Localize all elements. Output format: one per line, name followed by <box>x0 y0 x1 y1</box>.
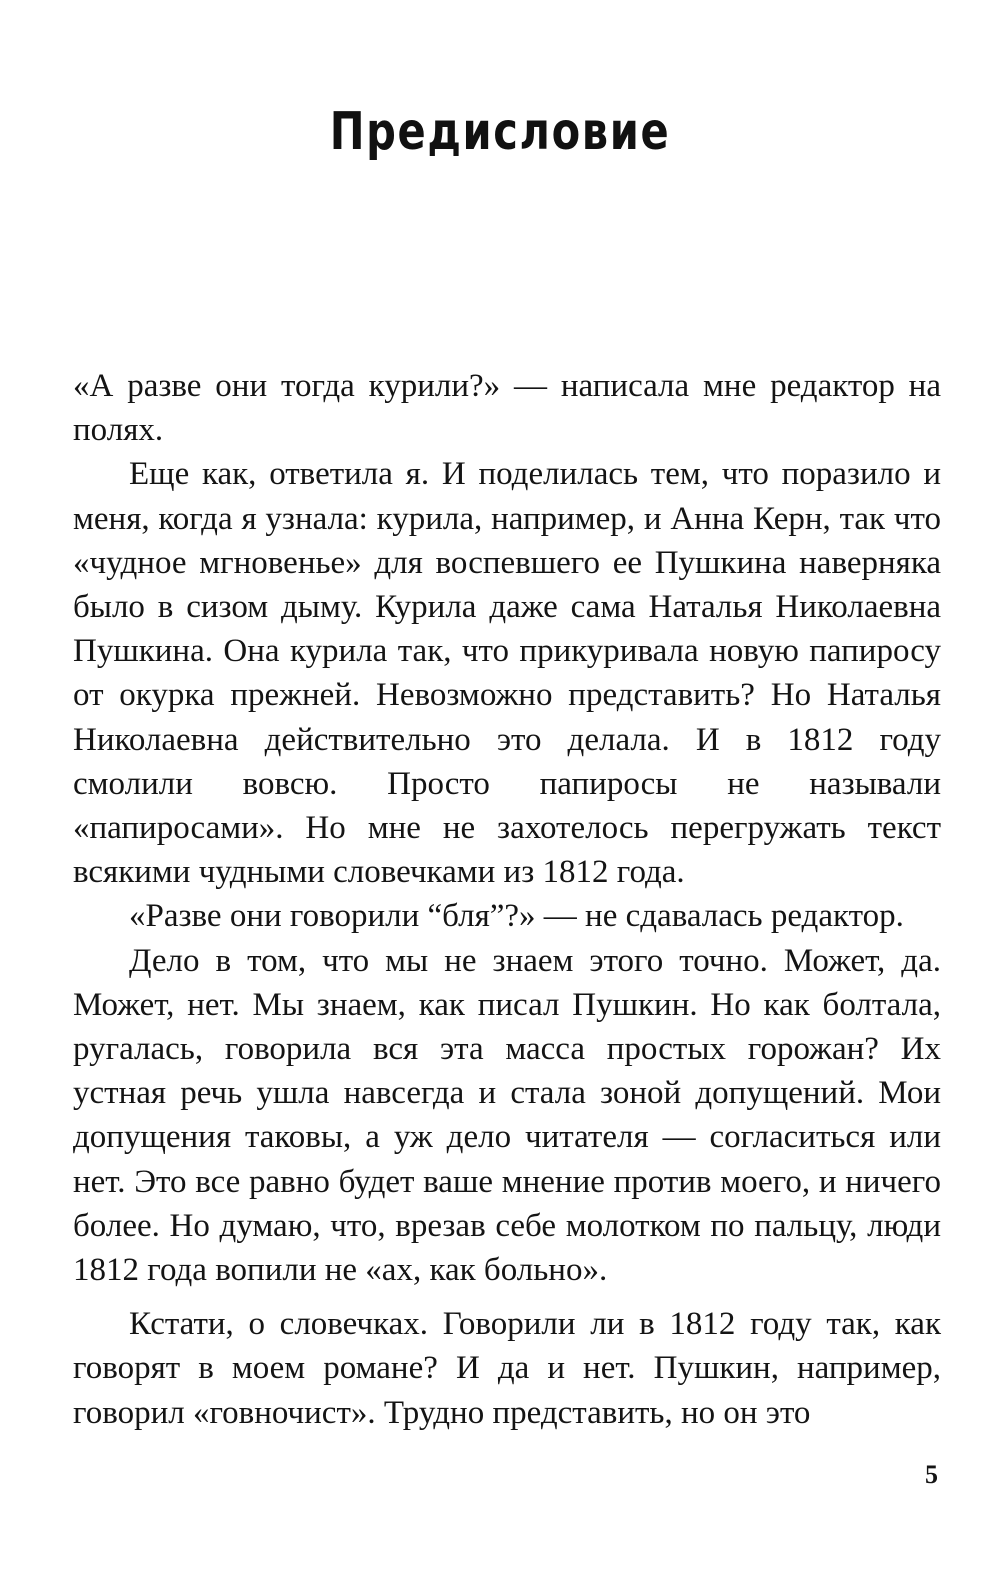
paragraph: «А разве они тогда курили?» — написала мне редактор на полях. <box>73 368 941 449</box>
body-text <box>73 364 941 1435</box>
paragraph: «Разве они говорили “бля”?» — не сдавалась редактор. <box>129 898 904 935</box>
chapter-title: Предисловие <box>329 102 671 162</box>
paragraph: Дело в том, что мы не знаем этого точно. Может, да. Может, нет. Мы знаем, как писал Пушкин. Но как болтала, ругалась, говорила вся эта масса простых горожан? Их устная речь ушла навсегда и стала зоной допущений. Мои допущения таковы, а уж дело читателя — согласиться или нет. Это все равно будет ваше мнение против моего, и ничего более. Но думаю, что, врезав себе молотком по пальцу, люди 1812 года вопили не «ах, как больно». <box>73 942 941 1289</box>
paragraph: Еще как, ответила я. И поделилась тем, что поразило и меня, когда я узнала: курила, например, и Анна Керн, так что «чудное мгновенье» для воспевшего ее Пушкина наверняка было в сизом дыму. Курила даже сама Наталья Николаевна Пушкина. Она курила так, что прикуривала новую папиросу от окурка прежней. Невозможно представить? Но Наталья Николаевна действительно это делала. И в 1812 году смолили вовсю. Просто папиросы не называли «папиросами». Но мне не захотелось перегружать текст всякими чудными словечками из 1812 года. <box>73 456 941 891</box>
page-number: 5 <box>925 1460 938 1489</box>
paragraph: Кстати, о словечках. Говорили ли в 1812 году так, как говорят в моем романе? И да и нет. Пушкин, например, говорил «говночист». Трудно представить, но он это <box>73 1306 941 1431</box>
